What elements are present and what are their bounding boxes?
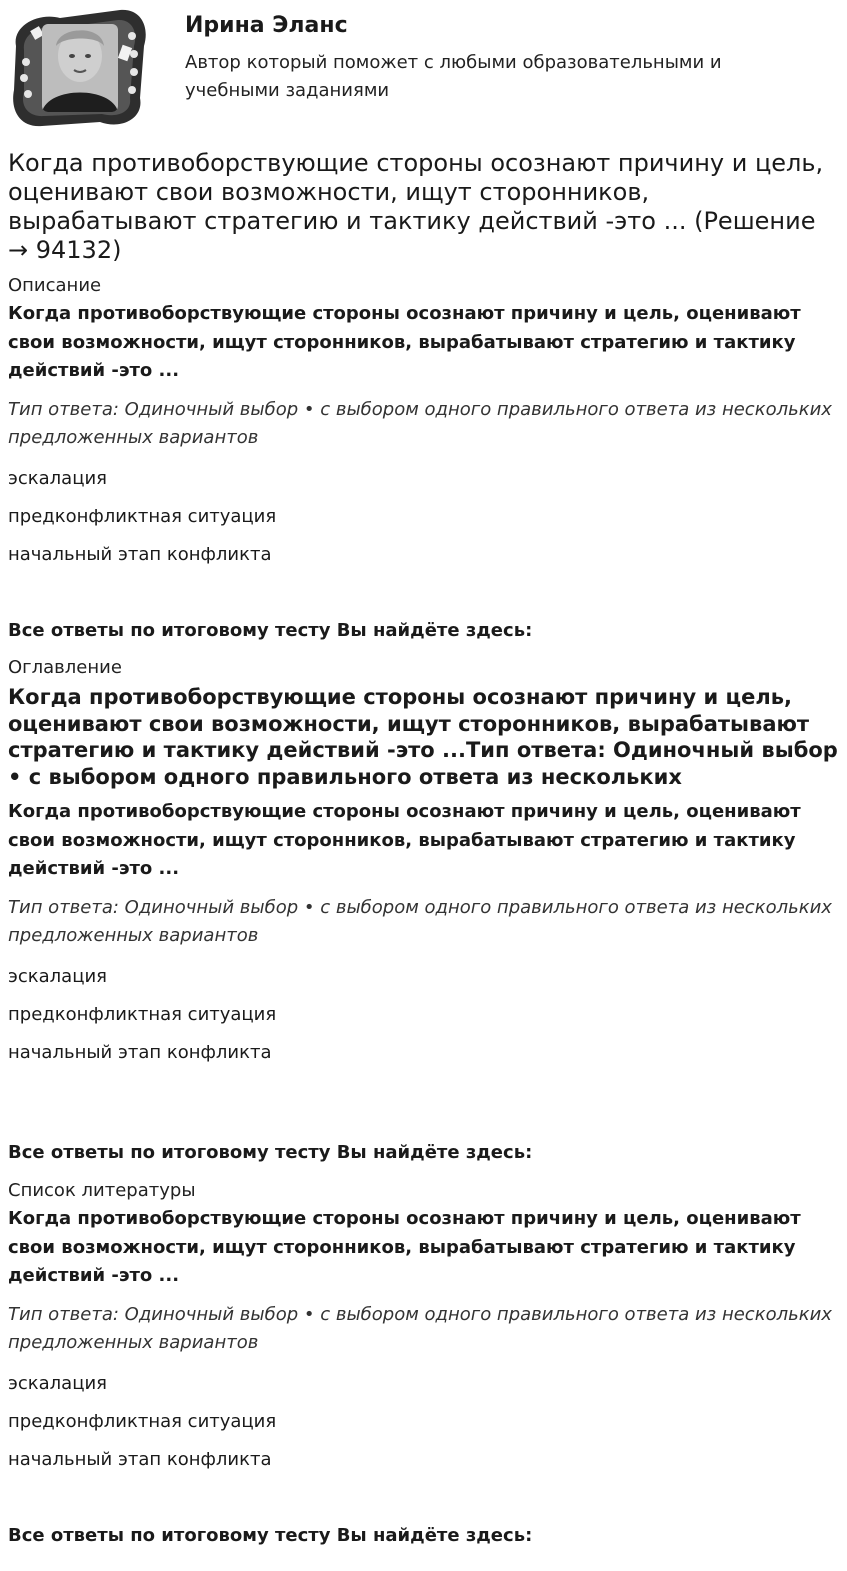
options-list (8, 467, 839, 567)
question-text: Когда противоборствующие стороны осознают причину и цель, оценивают свои возможности, ищут сторонников, вырабатывают стратегию и тактику действий -это ... (8, 801, 801, 879)
toc-heading[interactable]: Когда противоборствующие стороны осознают причину и цель, оценивают свои возможности, ищут сторонников, вырабатывают стратегию и тактику действий -это ...Тип ответа: Одиночный выбор • с выбором одного правильного ответа из нескольких (8, 685, 838, 789)
answer-type: Тип ответа: Одиночный выбор • с выбором одного правильного ответа из нескольких предложенных вариантов (8, 1303, 832, 1353)
option-item: начальный этап конфликта (8, 1448, 272, 1470)
author-avatar[interactable] (8, 6, 150, 128)
section-label: Список литературы (8, 1180, 196, 1201)
answer-type: Тип ответа: Одиночный выбор • с выбором одного правильного ответа из нескольких предложенных вариантов (8, 896, 832, 946)
all-answers-link[interactable]: Все ответы по итоговому тесту Вы найдёте здесь: (8, 1525, 533, 1546)
all-answers-link[interactable]: Все ответы по итоговому тесту Вы найдёте здесь: (8, 1142, 533, 1163)
option-item: предконфликтная ситуация (8, 505, 277, 527)
all-answers-link[interactable]: Все ответы по итоговому тесту Вы найдёте здесь: (8, 620, 533, 641)
option-item: эскалация (8, 467, 107, 489)
author-name[interactable]: Ирина Эланс (185, 13, 348, 38)
page-title: Когда противоборствующие стороны осознают причину и цель, оценивают свои возможности, ищут сторонников, вырабатывают стратегию и тактику действий -это ... (Решение → 94132) (8, 149, 824, 264)
options-list (8, 965, 839, 1065)
option-item: эскалация (8, 965, 107, 987)
question-text: Когда противоборствующие стороны осознают причину и цель, оценивают свои возможности, ищут сторонников, вырабатывают стратегию и тактику действий -это ... (8, 303, 801, 381)
section-label: Оглавление (8, 657, 122, 678)
toc-section (8, 656, 839, 1065)
description-section (8, 274, 839, 567)
page (8, 0, 839, 1546)
option-item: эскалация (8, 1372, 107, 1394)
literature-section (8, 1179, 839, 1472)
option-item: предконфликтная ситуация (8, 1003, 277, 1025)
answer-type: Тип ответа: Одиночный выбор • с выбором одного правильного ответа из нескольких предложенных вариантов (8, 398, 832, 448)
options-list (8, 1372, 839, 1472)
question-text: Когда противоборствующие стороны осознают причину и цель, оценивают свои возможности, ищут сторонников, вырабатывают стратегию и тактику действий -это ... (8, 1208, 801, 1286)
option-item: начальный этап конфликта (8, 1041, 272, 1063)
author-photo (42, 24, 118, 112)
option-item: начальный этап конфликта (8, 543, 272, 565)
author-description: Автор который поможет с любыми образовательными и учебными заданиями (185, 52, 722, 101)
author-header (8, 0, 839, 140)
section-label: Описание (8, 275, 102, 296)
option-item: предконфликтная ситуация (8, 1410, 277, 1432)
